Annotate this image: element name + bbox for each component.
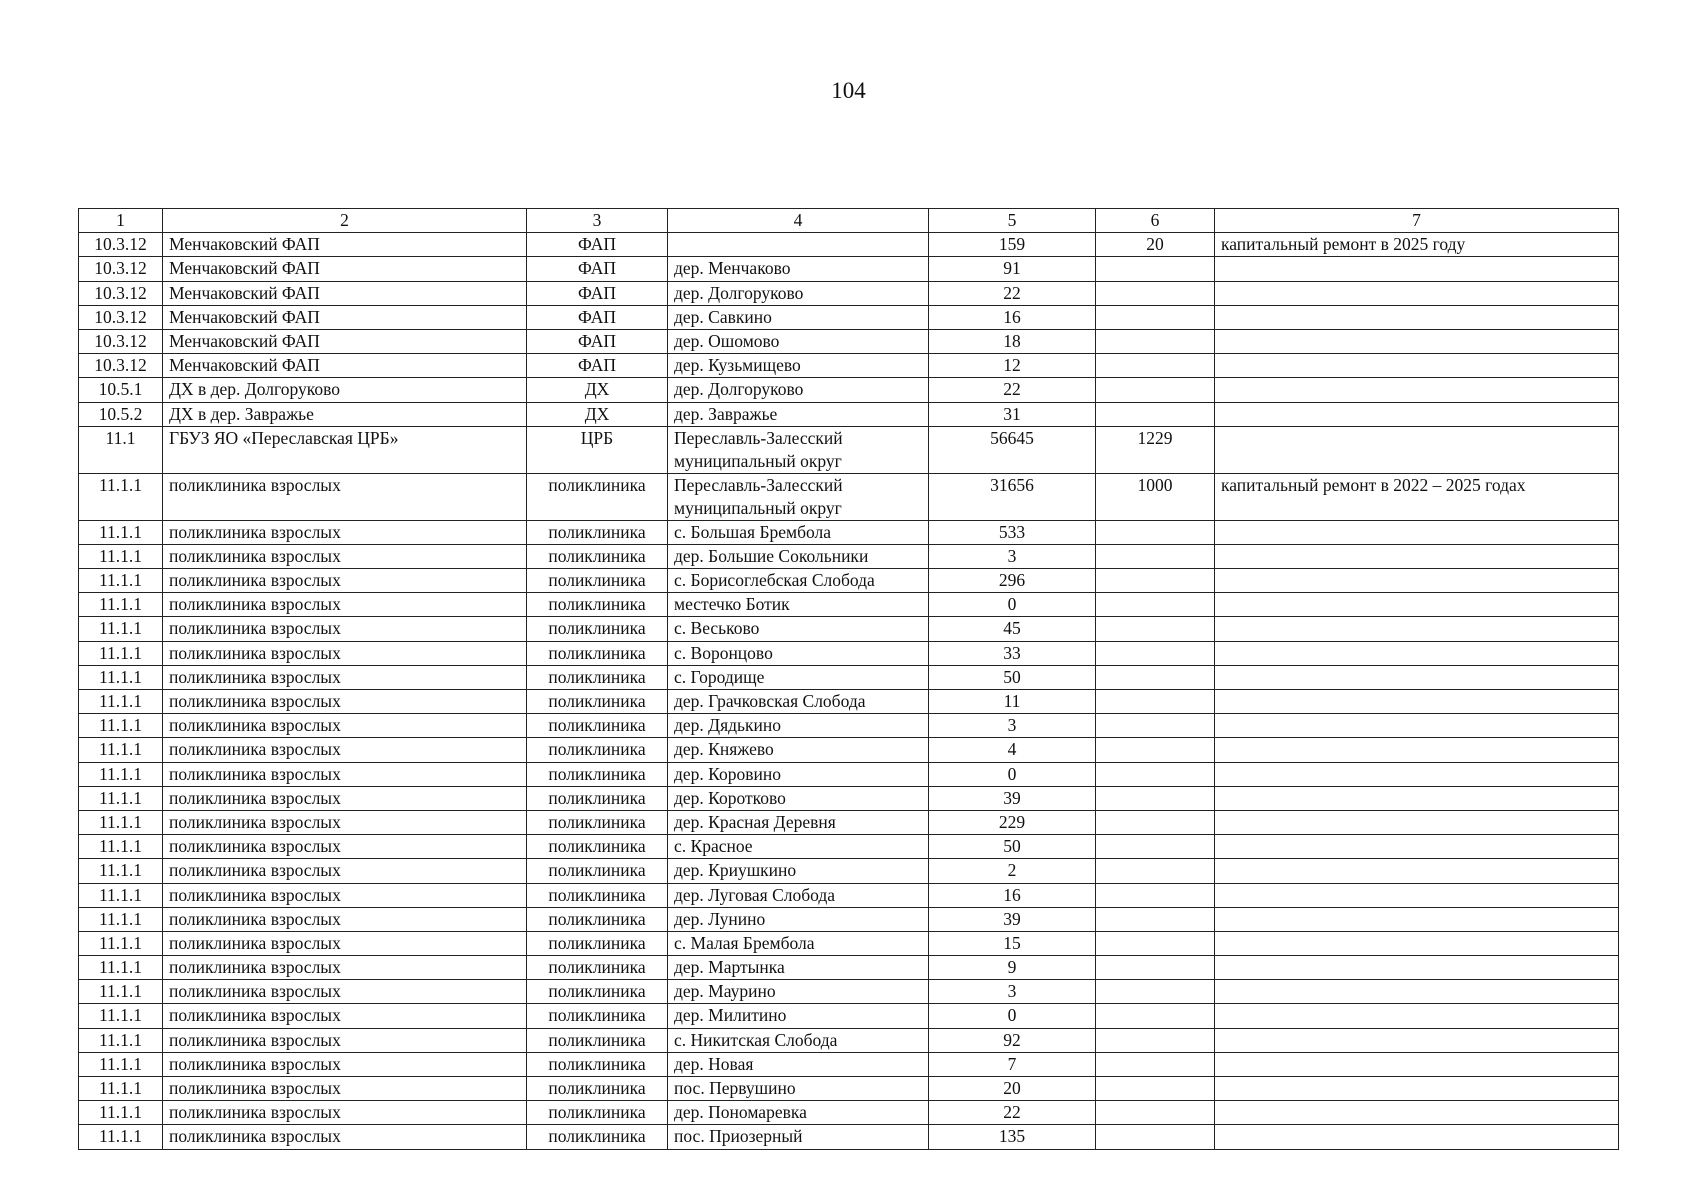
cell-capacity [1096,617,1215,641]
cell-facility-type: поликлиника [527,762,668,786]
cell-facility-type: ЦРБ [527,426,668,473]
cell-population: 11 [929,690,1096,714]
cell-note [1215,402,1619,426]
data-table [78,208,1619,1150]
cell-capacity [1096,835,1215,859]
cell-population: 39 [929,786,1096,810]
cell-note [1215,641,1619,665]
cell-settlement: дер. Красная Деревня [668,810,929,834]
cell-facility-name: поликлиника взрослых [163,1028,527,1052]
table-row [79,473,1619,520]
cell-settlement: дер. Большие Сокольники [668,544,929,568]
cell-facility-type: поликлиника [527,1101,668,1125]
cell-row-number: 11.1.1 [79,1004,163,1028]
table-row [79,931,1619,955]
cell-settlement: дер. Дядькино [668,714,929,738]
cell-population: 31656 [929,473,1096,520]
header-cell-5: 5 [929,209,1096,233]
cell-capacity: 20 [1096,233,1215,257]
cell-facility-name: поликлиника взрослых [163,980,527,1004]
cell-row-number: 11.1.1 [79,883,163,907]
cell-population: 50 [929,835,1096,859]
cell-row-number: 11.1.1 [79,835,163,859]
cell-settlement: пос. Приозерный [668,1125,929,1149]
cell-facility-name: поликлиника взрослых [163,762,527,786]
table-row [79,1052,1619,1076]
cell-note [1215,1052,1619,1076]
cell-facility-type: поликлиника [527,544,668,568]
cell-facility-name: поликлиника взрослых [163,956,527,980]
table-body [79,209,1619,1150]
cell-facility-type: поликлиника [527,859,668,883]
cell-facility-name: Менчаковский ФАП [163,257,527,281]
cell-facility-type: ФАП [527,305,668,329]
cell-facility-name: поликлиника взрослых [163,473,527,520]
cell-row-number: 10.3.12 [79,329,163,353]
table-row [79,714,1619,738]
cell-population: 7 [929,1052,1096,1076]
cell-settlement: дер. Криушкино [668,859,929,883]
cell-note [1215,257,1619,281]
cell-note [1215,786,1619,810]
table-row [79,1004,1619,1028]
cell-population: 18 [929,329,1096,353]
cell-facility-type: поликлиника [527,810,668,834]
cell-row-number: 10.3.12 [79,233,163,257]
cell-settlement [668,233,929,257]
cell-row-number: 11.1.1 [79,810,163,834]
cell-facility-name: поликлиника взрослых [163,690,527,714]
cell-facility-name: поликлиника взрослых [163,907,527,931]
cell-capacity [1096,281,1215,305]
cell-population: 22 [929,281,1096,305]
cell-note [1215,378,1619,402]
cell-facility-type: поликлиника [527,641,668,665]
cell-facility-type: поликлиника [527,520,668,544]
table-row [79,762,1619,786]
cell-population: 3 [929,980,1096,1004]
cell-settlement: пос. Первушино [668,1077,929,1101]
cell-settlement: с. Большая Брембола [668,520,929,544]
cell-row-number: 11.1 [79,426,163,473]
cell-capacity [1096,402,1215,426]
cell-population: 229 [929,810,1096,834]
table-row [79,835,1619,859]
cell-note [1215,907,1619,931]
cell-note [1215,665,1619,689]
cell-note [1215,617,1619,641]
cell-facility-type: поликлиника [527,617,668,641]
cell-facility-name: поликлиника взрослых [163,641,527,665]
cell-facility-type: ФАП [527,329,668,353]
cell-population: 3 [929,544,1096,568]
cell-settlement: дер. Лунино [668,907,929,931]
cell-capacity [1096,738,1215,762]
cell-facility-name: Менчаковский ФАП [163,354,527,378]
cell-row-number: 11.1.1 [79,641,163,665]
cell-capacity [1096,378,1215,402]
cell-facility-name: поликлиника взрослых [163,931,527,955]
cell-population: 31 [929,402,1096,426]
header-cell-4: 4 [668,209,929,233]
cell-population: 20 [929,1077,1096,1101]
cell-facility-type: поликлиника [527,1125,668,1149]
table-row [79,520,1619,544]
cell-population: 56645 [929,426,1096,473]
table-row [79,426,1619,473]
cell-facility-name: поликлиника взрослых [163,1101,527,1125]
cell-settlement: дер. Менчаково [668,257,929,281]
cell-facility-type: поликлиника [527,883,668,907]
cell-note [1215,1125,1619,1149]
table-row [79,641,1619,665]
cell-note [1215,329,1619,353]
cell-settlement: дер. Мартынка [668,956,929,980]
cell-population: 12 [929,354,1096,378]
cell-facility-name: поликлиника взрослых [163,617,527,641]
cell-note [1215,593,1619,617]
cell-population: 45 [929,617,1096,641]
header-cell-2: 2 [163,209,527,233]
cell-facility-name: Менчаковский ФАП [163,305,527,329]
cell-row-number: 11.1.1 [79,593,163,617]
cell-facility-type: поликлиника [527,690,668,714]
cell-population: 4 [929,738,1096,762]
cell-row-number: 11.1.1 [79,544,163,568]
table-row [79,883,1619,907]
cell-row-number: 11.1.1 [79,1028,163,1052]
table-row [79,305,1619,329]
cell-row-number: 10.3.12 [79,354,163,378]
cell-settlement: дер. Долгоруково [668,281,929,305]
cell-row-number: 10.3.12 [79,281,163,305]
table-row [79,690,1619,714]
cell-settlement: дер. Княжево [668,738,929,762]
cell-capacity [1096,641,1215,665]
cell-capacity [1096,786,1215,810]
cell-capacity [1096,883,1215,907]
cell-facility-type: поликлиника [527,786,668,810]
cell-note [1215,520,1619,544]
cell-capacity [1096,569,1215,593]
cell-row-number: 10.3.12 [79,257,163,281]
table-row [79,665,1619,689]
cell-capacity [1096,980,1215,1004]
cell-settlement: дер. Ошомово [668,329,929,353]
cell-capacity [1096,544,1215,568]
cell-row-number: 10.3.12 [79,305,163,329]
cell-row-number: 10.5.1 [79,378,163,402]
cell-facility-name: поликлиника взрослых [163,786,527,810]
cell-note [1215,305,1619,329]
cell-capacity [1096,1077,1215,1101]
cell-facility-type: поликлиника [527,980,668,1004]
cell-facility-type: поликлиника [527,1077,668,1101]
cell-facility-type: поликлиника [527,835,668,859]
cell-capacity [1096,305,1215,329]
cell-capacity: 1229 [1096,426,1215,473]
table-header-row [79,209,1619,233]
cell-note [1215,426,1619,473]
cell-facility-type: поликлиника [527,593,668,617]
cell-facility-type: ФАП [527,354,668,378]
table-row [79,354,1619,378]
table-row [79,1028,1619,1052]
cell-row-number: 11.1.1 [79,956,163,980]
cell-settlement: дер. Кузьмищево [668,354,929,378]
cell-settlement: Переславль-Залесский муниципальный округ [668,426,929,473]
cell-facility-name: Менчаковский ФАП [163,329,527,353]
cell-row-number: 11.1.1 [79,690,163,714]
cell-population: 0 [929,762,1096,786]
cell-row-number: 11.1.1 [79,762,163,786]
cell-facility-name: поликлиника взрослых [163,859,527,883]
cell-capacity [1096,1004,1215,1028]
cell-note [1215,980,1619,1004]
header-cell-6: 6 [1096,209,1215,233]
cell-capacity [1096,1028,1215,1052]
cell-capacity: 1000 [1096,473,1215,520]
table-row [79,329,1619,353]
cell-facility-type: поликлиника [527,1004,668,1028]
cell-row-number: 11.1.1 [79,980,163,1004]
cell-settlement: местечко Ботик [668,593,929,617]
cell-facility-name: поликлиника взрослых [163,544,527,568]
table-row [79,1125,1619,1149]
cell-facility-type: поликлиника [527,473,668,520]
cell-note [1215,883,1619,907]
cell-row-number: 11.1.1 [79,714,163,738]
cell-note [1215,835,1619,859]
cell-note [1215,690,1619,714]
cell-note [1215,1004,1619,1028]
table-row [79,1101,1619,1125]
cell-capacity [1096,690,1215,714]
cell-population: 22 [929,378,1096,402]
cell-facility-name: поликлиника взрослых [163,714,527,738]
page-number: 104 [831,78,866,103]
cell-note [1215,859,1619,883]
header-cell-1: 1 [79,209,163,233]
cell-population: 16 [929,305,1096,329]
cell-population: 16 [929,883,1096,907]
cell-population: 3 [929,714,1096,738]
cell-population: 15 [929,931,1096,955]
cell-population: 135 [929,1125,1096,1149]
table-row [79,1077,1619,1101]
cell-row-number: 11.1.1 [79,931,163,955]
cell-population: 296 [929,569,1096,593]
cell-settlement: дер. Новая [668,1052,929,1076]
cell-capacity [1096,1052,1215,1076]
cell-capacity [1096,714,1215,738]
cell-settlement: с. Красное [668,835,929,859]
cell-population: 22 [929,1101,1096,1125]
cell-capacity [1096,593,1215,617]
cell-settlement: дер. Коровино [668,762,929,786]
cell-facility-name: поликлиника взрослых [163,520,527,544]
cell-capacity [1096,257,1215,281]
cell-row-number: 11.1.1 [79,665,163,689]
cell-settlement: с. Городище [668,665,929,689]
cell-note [1215,569,1619,593]
cell-row-number: 11.1.1 [79,1052,163,1076]
cell-capacity [1096,956,1215,980]
cell-capacity [1096,1101,1215,1125]
cell-capacity [1096,520,1215,544]
cell-note [1215,1028,1619,1052]
cell-row-number: 11.1.1 [79,569,163,593]
cell-note: капитальный ремонт в 2022 – 2025 годах [1215,473,1619,520]
header-cell-3: 3 [527,209,668,233]
cell-note [1215,738,1619,762]
table-row [79,402,1619,426]
cell-note: капитальный ремонт в 2025 году [1215,233,1619,257]
table-row [79,810,1619,834]
cell-facility-type: ДХ [527,378,668,402]
cell-facility-name: поликлиника взрослых [163,1004,527,1028]
cell-facility-name: поликлиника взрослых [163,835,527,859]
cell-capacity [1096,810,1215,834]
table-row [79,907,1619,931]
cell-capacity [1096,665,1215,689]
cell-capacity [1096,859,1215,883]
cell-settlement: дер. Долгоруково [668,378,929,402]
cell-capacity [1096,1125,1215,1149]
cell-facility-name: Менчаковский ФАП [163,233,527,257]
cell-facility-type: поликлиника [527,907,668,931]
cell-settlement: дер. Пономаревка [668,1101,929,1125]
cell-facility-name: поликлиника взрослых [163,810,527,834]
cell-settlement: дер. Луговая Слобода [668,883,929,907]
cell-population: 0 [929,1004,1096,1028]
cell-facility-type: поликлиника [527,1052,668,1076]
cell-facility-type: поликлиника [527,1028,668,1052]
cell-settlement: с. Веськово [668,617,929,641]
cell-settlement: дер. Савкино [668,305,929,329]
cell-population: 39 [929,907,1096,931]
cell-row-number: 11.1.1 [79,859,163,883]
cell-facility-type: поликлиника [527,931,668,955]
cell-note [1215,931,1619,955]
cell-row-number: 10.5.2 [79,402,163,426]
cell-facility-name: ГБУЗ ЯО «Переславская ЦРБ» [163,426,527,473]
cell-population: 2 [929,859,1096,883]
table-row [79,544,1619,568]
cell-population: 91 [929,257,1096,281]
cell-population: 50 [929,665,1096,689]
cell-facility-name: Менчаковский ФАП [163,281,527,305]
cell-facility-name: поликлиника взрослых [163,569,527,593]
cell-population: 92 [929,1028,1096,1052]
cell-row-number: 11.1.1 [79,738,163,762]
cell-settlement: дер. Грачковская Слобода [668,690,929,714]
table-row [79,593,1619,617]
cell-row-number: 11.1.1 [79,1125,163,1149]
table-row [79,233,1619,257]
cell-settlement: с. Борисоглебская Слобода [668,569,929,593]
cell-settlement: дер. Завражье [668,402,929,426]
cell-row-number: 11.1.1 [79,617,163,641]
cell-settlement: с. Малая Брембола [668,931,929,955]
cell-note [1215,1077,1619,1101]
cell-facility-name: поликлиника взрослых [163,593,527,617]
cell-population: 533 [929,520,1096,544]
cell-facility-name: поликлиника взрослых [163,738,527,762]
table-row [79,738,1619,762]
cell-facility-type: ДХ [527,402,668,426]
cell-settlement: с. Воронцово [668,641,929,665]
cell-note [1215,762,1619,786]
cell-row-number: 11.1.1 [79,473,163,520]
table-row [79,281,1619,305]
cell-facility-name: поликлиника взрослых [163,883,527,907]
table-row [79,859,1619,883]
cell-facility-type: поликлиника [527,665,668,689]
cell-row-number: 11.1.1 [79,520,163,544]
table-row [79,786,1619,810]
cell-note [1215,956,1619,980]
cell-capacity [1096,329,1215,353]
cell-settlement: с. Никитская Слобода [668,1028,929,1052]
cell-row-number: 11.1.1 [79,786,163,810]
cell-facility-type: ФАП [527,281,668,305]
table-row [79,980,1619,1004]
cell-facility-type: поликлиника [527,569,668,593]
cell-note [1215,281,1619,305]
cell-note [1215,1101,1619,1125]
cell-settlement: Переславль-Залесский муниципальный округ [668,473,929,520]
cell-facility-name: ДХ в дер. Долгоруково [163,378,527,402]
cell-capacity [1096,907,1215,931]
cell-facility-name: поликлиника взрослых [163,1052,527,1076]
cell-row-number: 11.1.1 [79,907,163,931]
cell-settlement: дер. Маурино [668,980,929,1004]
cell-settlement: дер. Милитино [668,1004,929,1028]
cell-settlement: дер. Коротково [668,786,929,810]
table-row [79,956,1619,980]
cell-facility-name: поликлиника взрослых [163,1077,527,1101]
cell-note [1215,714,1619,738]
cell-note [1215,354,1619,378]
cell-facility-name: поликлиника взрослых [163,665,527,689]
cell-facility-type: поликлиника [527,956,668,980]
cell-facility-name: поликлиника взрослых [163,1125,527,1149]
table-row [79,257,1619,281]
cell-note [1215,544,1619,568]
cell-population: 9 [929,956,1096,980]
cell-facility-type: поликлиника [527,714,668,738]
cell-row-number: 11.1.1 [79,1101,163,1125]
cell-capacity [1096,931,1215,955]
table-row [79,569,1619,593]
cell-facility-type: ФАП [527,233,668,257]
cell-population: 159 [929,233,1096,257]
cell-capacity [1096,354,1215,378]
cell-population: 33 [929,641,1096,665]
cell-facility-type: ФАП [527,257,668,281]
cell-population: 0 [929,593,1096,617]
cell-facility-name: ДХ в дер. Завражье [163,402,527,426]
cell-row-number: 11.1.1 [79,1077,163,1101]
header-cell-7: 7 [1215,209,1619,233]
cell-facility-type: поликлиника [527,738,668,762]
cell-note [1215,810,1619,834]
table-row [79,617,1619,641]
cell-capacity [1096,762,1215,786]
table-row [79,378,1619,402]
